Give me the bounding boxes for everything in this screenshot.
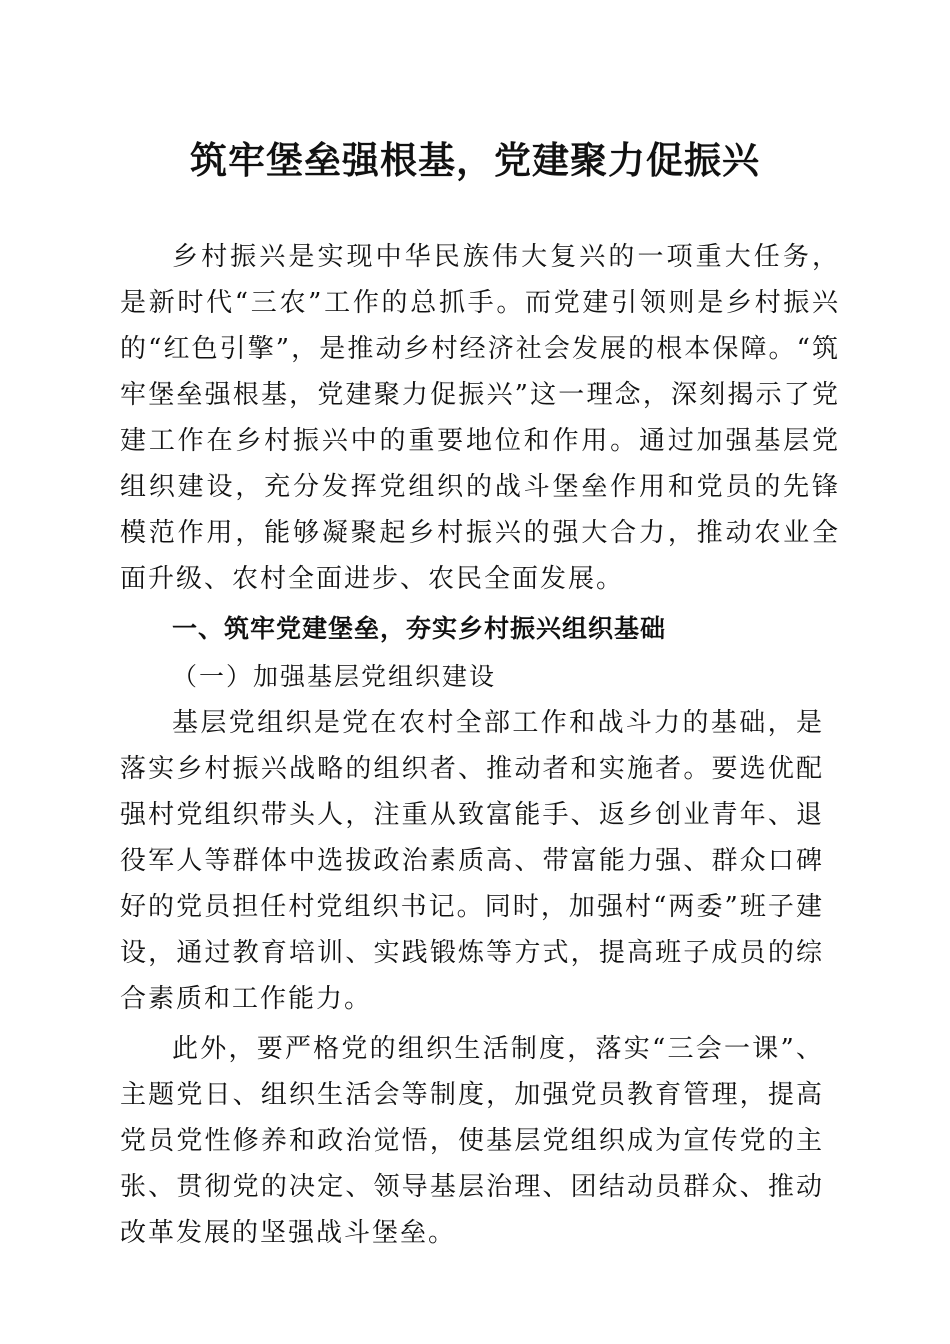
section-heading: 一、筑牢党建堡垒，夯实乡村振兴组织基础 [172, 614, 667, 643]
subsection-heading: （一）加强基层党组织建设 [172, 662, 497, 691]
body-paragraph: 此外，要严格党的组织生活制度，落实“三会一课”、主题党日、组织生活会等制度，加强党员教育管理，提高党员党性修养和政治觉悟，使基层党组织成为宣传党的主张、贯彻党的决定、领导基层治理、团结动员群众、推动改革发展的坚强战斗堡垒。 [120, 1034, 824, 1248]
document-title: 筑牢堡垒强根基，党建聚力促振兴 [190, 138, 760, 182]
intro-paragraph: 乡村振兴是实现中华民族伟大复兴的一项重大任务，是新时代“三农”工作的总抓手。而党建引领则是乡村振兴的“红色引擎”，是推动乡村经济社会发展的根本保障。“筑牢堡垒强根基，党建聚力促振兴”这一理念，深刻揭示了党建工作在乡村振兴中的重要地位和作用。通过加强基层党组织建设，充分发挥党组织的战斗堡垒作用和党员的先锋模范作用，能够凝聚起乡村振兴的强大合力，推动农业全面升级、农村全面进步、农民全面发展。 [120, 242, 840, 594]
body-paragraph: 基层党组织是党在农村全部工作和战斗力的基础，是落实乡村振兴战略的组织者、推动者和实施者。要选优配强村党组织带头人，注重从致富能手、返乡创业青年、退役军人等群体中选拔政治素质高、带富能力强、群众口碑好的党员担任村党组织书记。同时，加强村“两委”班子建设，通过教育培训、实践锻炼等方式，提高班子成员的综合素质和工作能力。 [120, 708, 824, 1014]
document-body [120, 234, 840, 1256]
